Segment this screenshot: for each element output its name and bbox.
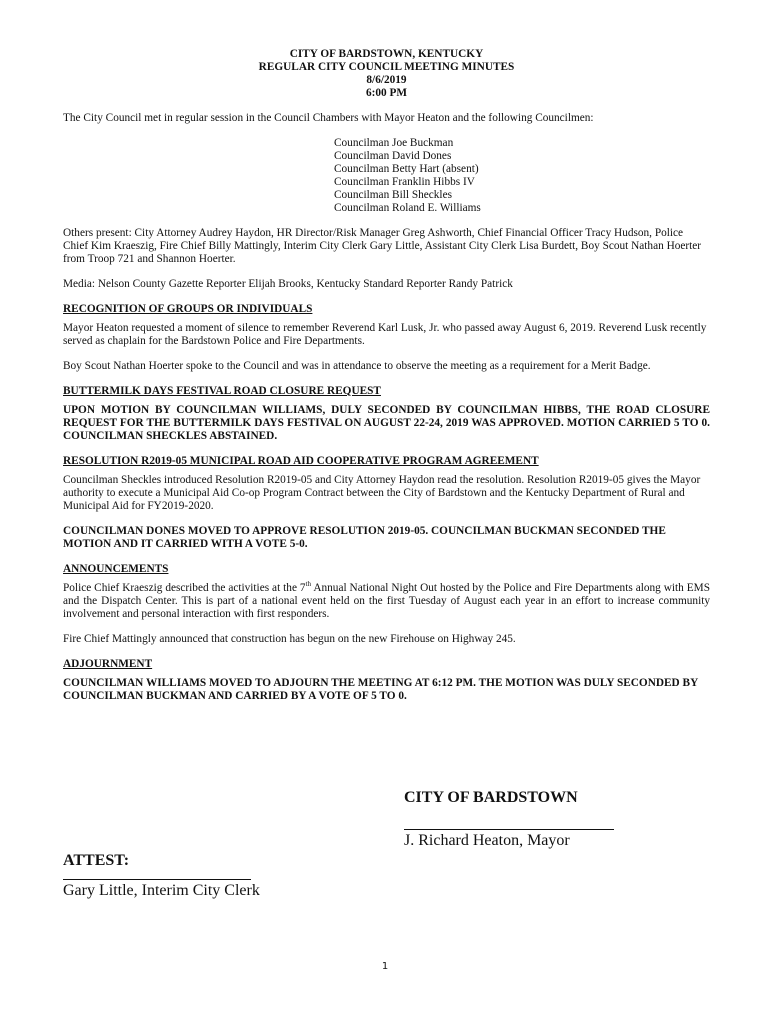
city-title: CITY OF BARDSTOWN, KENTUCKY	[289, 48, 484, 60]
resolution-paragraph: Councilman Sheckles introduced Resolution R2019-05 and City Attorney Haydon read the resolution. Resolution R2019-05 gives the Mayor authority to execute a Municipal Aid Co-op Program Contract between the City of Bardstown and the Kentucky Department of Rural and Municipal Aid for FY2019-2020.	[63, 474, 701, 512]
announcements-heading: ANNOUNCEMENTS	[63, 563, 169, 575]
buttermilk-heading: BUTTERMILK DAYS FESTIVAL ROAD CLOSURE REQUEST	[63, 385, 381, 397]
city-name-signature: CITY OF BARDSTOWN	[404, 789, 578, 806]
page-number: 1	[381, 961, 389, 972]
intro-paragraph: The City Council met in regular session in the Council Chambers with Mayor Heaton and the following Councilmen:	[63, 112, 594, 124]
mayor-signature	[404, 829, 704, 850]
adjournment-heading: ADJOURNMENT	[63, 658, 153, 670]
others-present: Others present: City Attorney Audrey Haydon, HR Director/Risk Manager Greg Ashworth, Chief Financial Officer Tracy Hudson, Police Chief Kim Kraeszig, Fire Chief Billy Mattingly, Interim City Clerk Gary Little, Assistant City Clerk Lisa Burdett, Boy Scout Nathan Hoerter from Troop 721 and Shannon Hoerter.	[63, 227, 702, 265]
attest-label: ATTEST:	[63, 852, 130, 869]
councilman-item: Councilman Roland E. Williams	[334, 202, 481, 214]
meeting-date: 8/6/2019	[366, 74, 407, 86]
ordinal-suffix: th	[305, 580, 312, 589]
resolution-heading: RESOLUTION R2019-05 MUNICIPAL ROAD AID COOPERATIVE PROGRAM AGREEMENT	[63, 455, 539, 467]
recognition-paragraph-1: Mayor Heaton requested a moment of silence to remember Reverend Karl Lusk, Jr. who passed away August 6, 2019. Reverend Lusk recently served as chaplain for the Bardstown Police and Fire Departments.	[63, 322, 707, 347]
announcement-text-start: Police Chief Kraeszig described the activities at the 7	[63, 582, 306, 594]
councilman-item: Councilman Bill Sheckles	[334, 189, 452, 201]
resolution-motion: COUNCILMAN DONES MOVED TO APPROVE RESOLUTION 2019-05. COUNCILMAN BUCKMAN SECONDED THE MOTION AND IT CARRIED WITH A VOTE 5-0.	[63, 525, 666, 550]
councilman-item: Councilman Joe Buckman	[334, 137, 454, 149]
councilman-item: Councilman Franklin Hibbs IV	[334, 176, 475, 188]
clerk-signature-line	[63, 879, 251, 880]
councilmen-list	[334, 137, 710, 215]
announcement-text-end: Annual National Night Out hosted by the Police and Fire Departments along with EMS and the Dispatch Center. This is part of a national event held on the first Tuesday of August each year in an effort to increase community involvement and personal interaction with first responders.	[63, 582, 711, 620]
mayor-signature-line	[404, 829, 614, 830]
document-header	[63, 48, 710, 100]
minutes-page	[63, 48, 710, 715]
clerk-name: Gary Little, Interim City Clerk	[63, 882, 260, 899]
announcements-paragraph-2: Fire Chief Mattingly announced that construction has begun on the new Firehouse on Highway 245.	[63, 633, 516, 645]
mayor-name: J. Richard Heaton, Mayor	[404, 832, 570, 849]
buttermilk-motion: UPON MOTION BY COUNCILMAN WILLIAMS, DULY SECONDED BY COUNCILMAN HIBBS, THE ROAD CLOSURE REQUEST FOR THE BUTTERMILK DAYS FESTIVAL ON AUGUST 22-24, 2019 WAS APPROVED. MOTION CARRIED 5 TO 0. COUNCILMAN SHECKLES ABSTAINED.	[63, 404, 710, 442]
councilman-item: Councilman David Dones	[334, 150, 452, 162]
attest-label-block	[63, 852, 363, 870]
meeting-title: REGULAR CITY COUNCIL MEETING MINUTES	[258, 61, 515, 73]
city-signature-block	[404, 789, 704, 807]
councilman-item: Councilman Betty Hart (absent)	[334, 163, 479, 175]
meeting-time: 6:00 PM	[365, 87, 408, 99]
announcements-paragraph-1	[63, 582, 710, 621]
media-present: Media: Nelson County Gazette Reporter Elijah Brooks, Kentucky Standard Reporter Randy Patrick	[63, 278, 513, 290]
recognition-heading: RECOGNITION OF GROUPS OR INDIVIDUALS	[63, 303, 313, 315]
adjournment-motion: COUNCILMAN WILLIAMS MOVED TO ADJOURN THE MEETING AT 6:12 PM. THE MOTION WAS DULY SECONDED BY COUNCILMAN BUCKMAN AND CARRIED BY A VOTE OF 5 TO 0.	[63, 677, 698, 702]
clerk-signature	[63, 879, 363, 900]
recognition-paragraph-2: Boy Scout Nathan Hoerter spoke to the Council and was in attendance to observe the meeting as a requirement for a Merit Badge.	[63, 360, 651, 372]
